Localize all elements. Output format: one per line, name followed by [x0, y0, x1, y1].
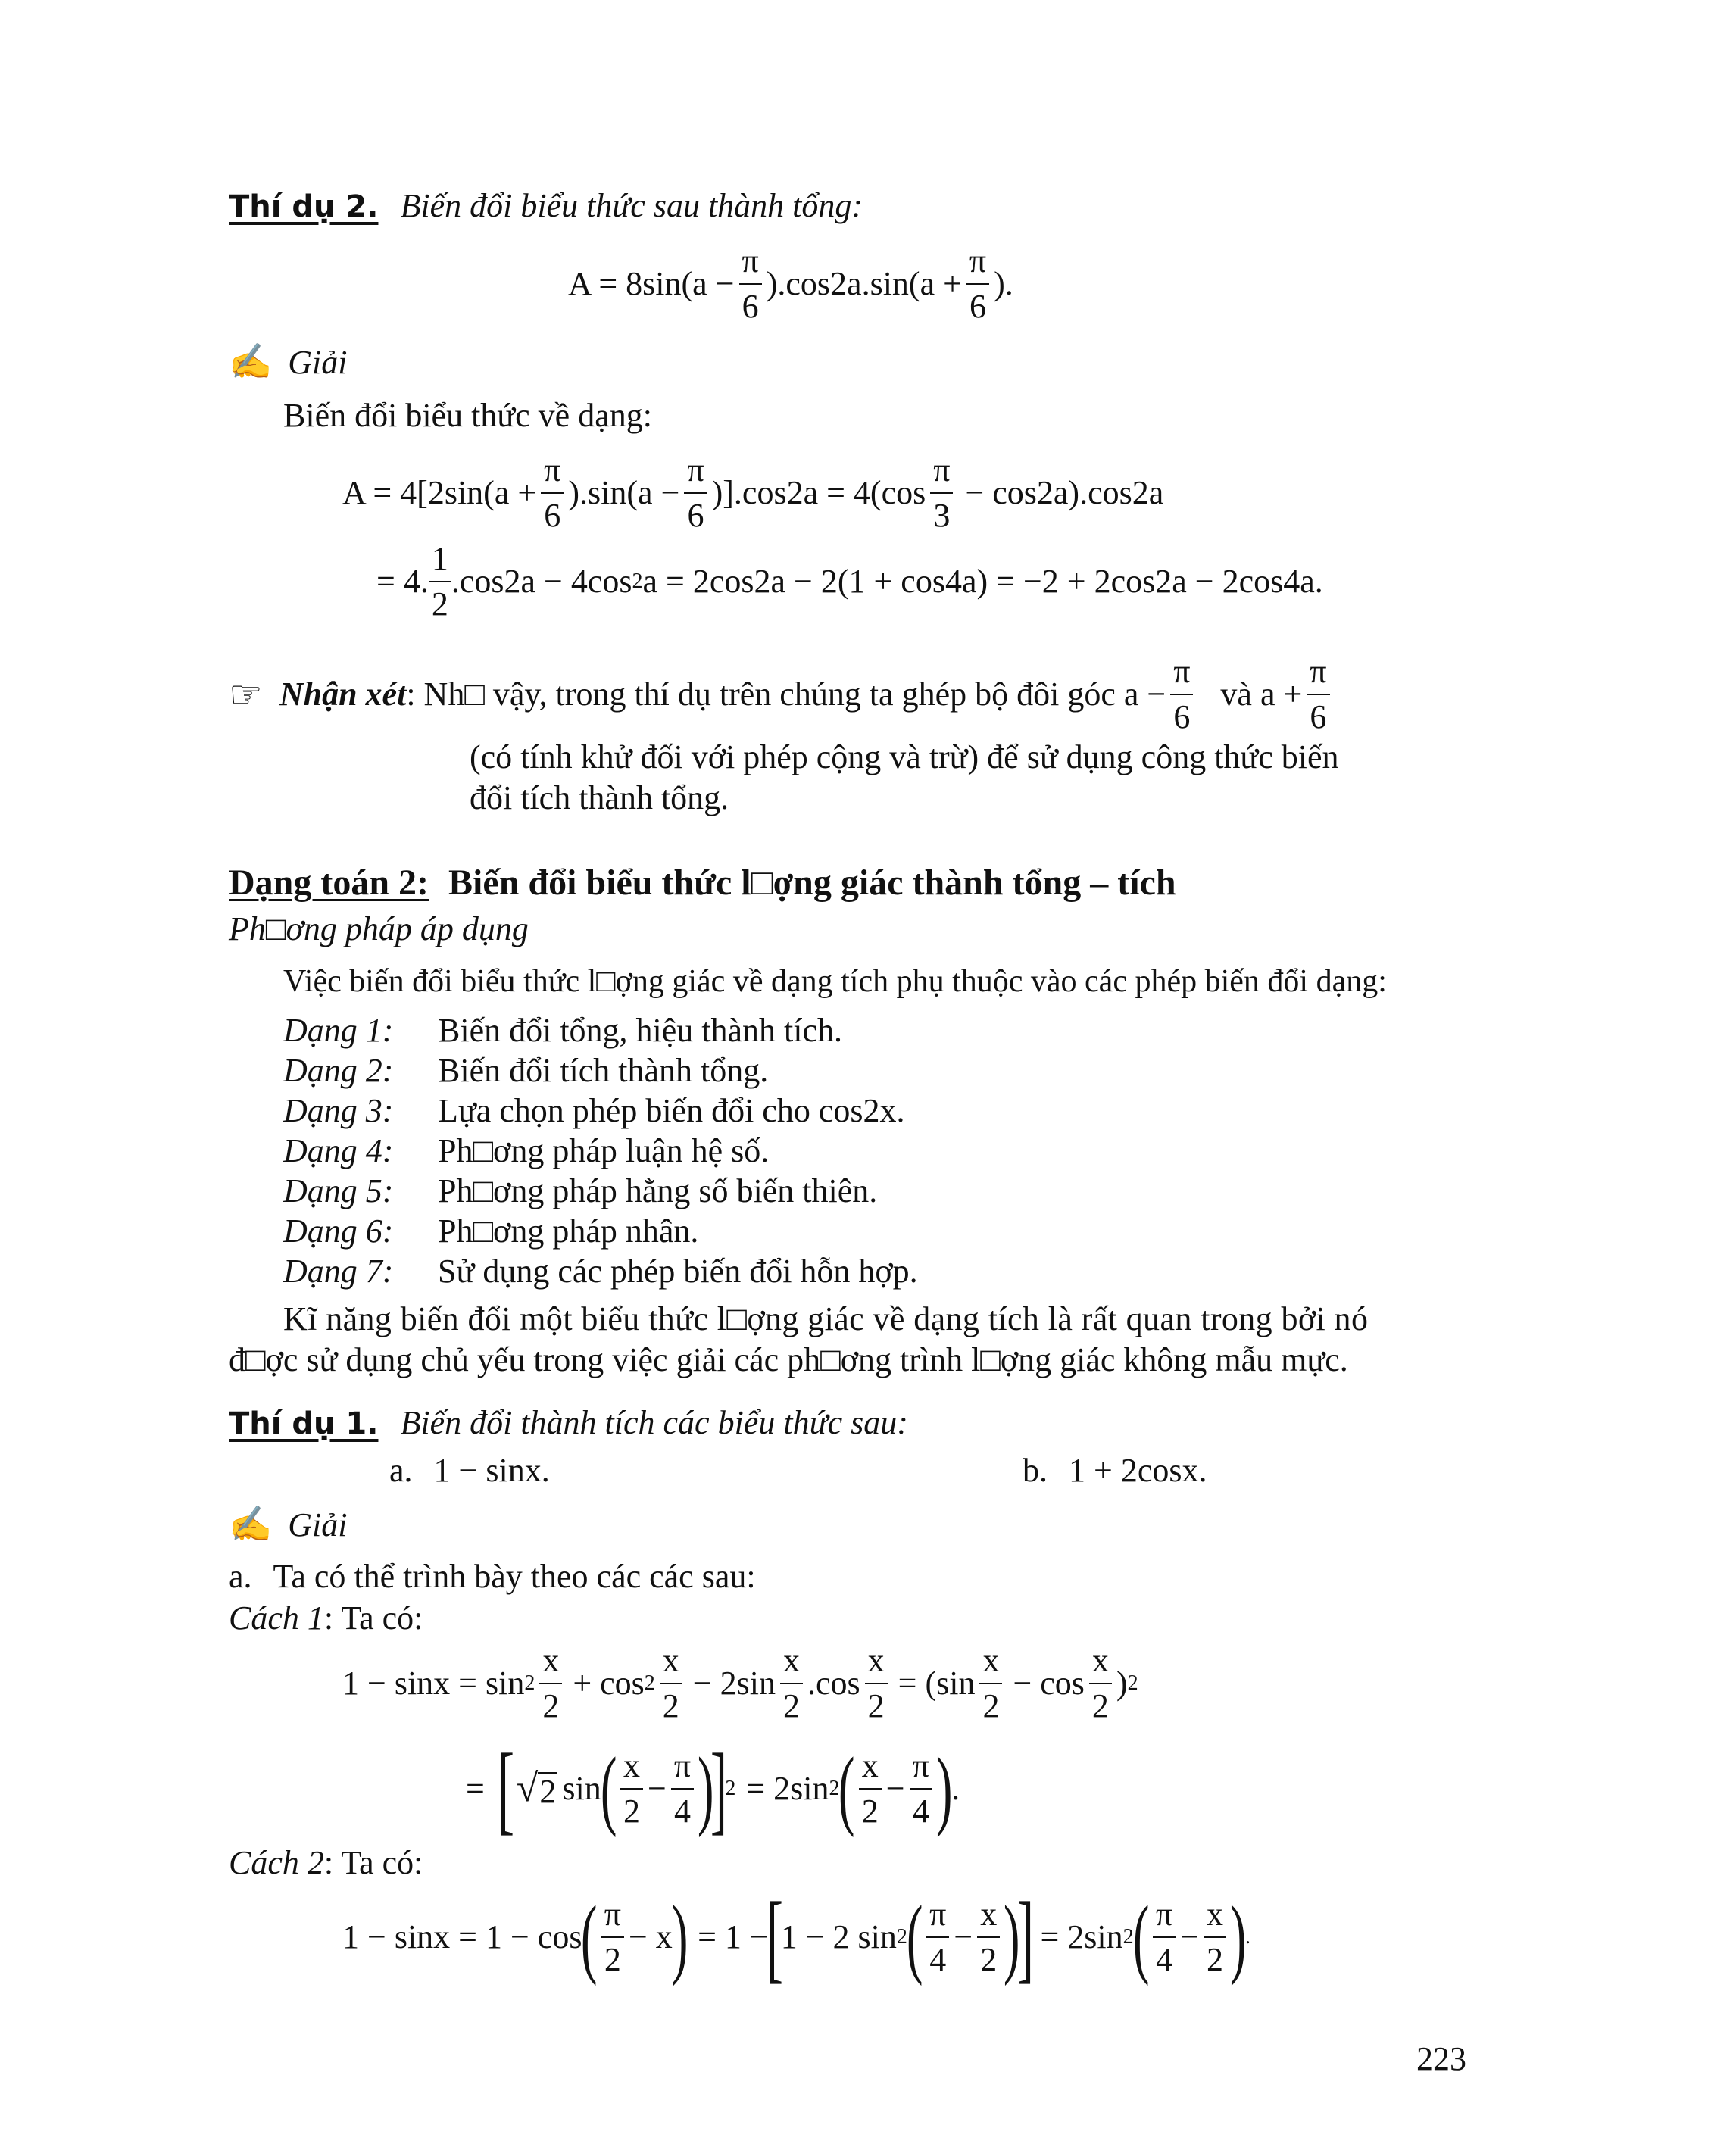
fraction: $\frac{x}{2}$	[539, 1643, 562, 1724]
fraction: $\frac{\pi}{3}$	[930, 453, 953, 533]
solution-label: Giải	[288, 344, 348, 381]
fraction: $\frac{1}{2}$	[429, 541, 451, 622]
cach1: Cách 1: Ta có:	[229, 1599, 423, 1637]
solution2-a-intro: a. Ta có thể trình bày theo các các sau:	[229, 1558, 756, 1595]
sqrt: √ 2	[516, 1767, 557, 1810]
remark-text: : Nh□ vậy, trong thí dụ trên chúng ta ghép bộ đôi góc a −	[406, 676, 1166, 713]
fraction: $\frac{x}{2}$	[1204, 1897, 1226, 1977]
section-intro: Việc biến đổi biểu thức l□ợng giác về dạng tích phụ thuộc vào các phép biến đổi dạng:	[283, 964, 1387, 999]
fraction: $\frac{\pi}{4}$	[910, 1749, 932, 1829]
formula-text: A = 8sin(a −	[568, 265, 735, 303]
pencil-hand-icon: ✍	[229, 1505, 273, 1543]
fraction: $\frac{\pi}{2}$	[601, 1897, 624, 1977]
list-item: Dạng 4: Ph□ơng pháp luận hệ số.	[283, 1132, 770, 1169]
solution-label: Giải	[288, 1506, 348, 1543]
cach2: Cách 2: Ta có:	[229, 1844, 423, 1881]
remark-line2: (có tính khử đối với phép cộng và trừ) để sử dụng công thức biến	[470, 738, 1339, 775]
fraction: $\frac{x}{2}$	[1089, 1643, 1112, 1724]
page-number: 223	[1416, 2040, 1466, 2077]
fraction: $\frac{\pi}{6}$	[1170, 654, 1193, 735]
pointing-hand-icon: ☞	[229, 673, 263, 716]
fraction-pi-6: $\frac{\pi}{6}$	[739, 244, 762, 324]
remark-label: Nhận xét	[279, 676, 407, 713]
list-item: Dạng 3: Lựa chọn phép biến đổi cho cos2x.	[283, 1092, 905, 1129]
list-item: Dạng 1: Biến đổi tổng, hiệu thành tích.	[283, 1012, 843, 1049]
solution-heading	[229, 342, 348, 381]
fraction: $\frac{\pi}{4}$	[671, 1749, 694, 1829]
example2-label: Thí dụ 2.	[229, 189, 379, 224]
example2-task: Biến đổi biểu thức sau thành tổng:	[400, 187, 863, 224]
remark-line3: đổi tích thành tổng.	[470, 779, 729, 816]
section-heading	[229, 865, 1176, 901]
solution1-line1: A = 4[2sin(a + $\frac{\pi}{6}$ ).sin(a − $\frac{\pi}{6}$ )].cos2a = 4(cos $\frac{\pi}{3}$ − cos2a).cos2a	[342, 451, 1164, 535]
fraction: $\frac{\pi}{6}$	[684, 453, 707, 533]
fraction: $\frac{x}{2}$	[865, 1643, 888, 1724]
example1-label: Thí dụ 1.	[229, 1406, 379, 1441]
fraction: $\frac{\pi}{4}$	[926, 1897, 949, 1977]
fraction: $\frac{\pi}{4}$	[1153, 1897, 1176, 1977]
formula-text: ).	[994, 265, 1013, 303]
section-para2: đ□ợc sử dụng chủ yếu trong việc giải các ph□ơng trình l□ợng giác không mẫu mực.	[229, 1341, 1348, 1378]
fraction-pi-6: $\frac{\pi}{6}$	[966, 244, 989, 324]
remark: ☞ Nhận xét : Nh□ vậy, trong thí dụ trên chúng ta ghép bộ đôi góc a − $\frac{\pi}{6}$ và a + $\frac{\pi}{6}$	[229, 654, 1335, 735]
example1-task: Biến đổi thành tích các biểu thức sau:	[400, 1404, 908, 1441]
dang-list	[283, 1010, 918, 1291]
equation-2: = [ √ 2 sin ( $\frac{x}{2}$ − $\frac{\pi}{4}$ ) ] 2 = 2sin 2 ( $\frac{x}{2}$ − $\frac{\pi}{4}$ ) .	[466, 1733, 960, 1844]
fraction: $\frac{\pi}{6}$	[541, 453, 564, 533]
section-title: Biến đổi biểu thức l□ợng giác thành tổng – tích	[448, 863, 1176, 903]
example1-part-b: b. 1 + 2cosx.	[1023, 1452, 1207, 1489]
fraction: $\frac{x}{2}$	[977, 1897, 1000, 1977]
list-item: Dạng 6: Ph□ơng pháp nhân.	[283, 1212, 699, 1250]
pencil-hand-icon: ✍	[229, 342, 273, 381]
fraction: $\frac{x}{2}$	[979, 1643, 1002, 1724]
list-item: Dạng 7: Sử dụng các phép biến đổi hỗn hợp.	[283, 1253, 918, 1290]
solution1-line2: = 4. $\frac{1}{2}$ .cos2a − 4cos 2 a = 2cos2a − 2(1 + cos4a) = −2 + 2cos2a − 2cos4a.	[376, 540, 1323, 623]
equation-1: 1 − sinx = sin 2 $\frac{x}{2}$ + cos 2 $\frac{x}{2}$ − 2sin $\frac{x}{2}$ .cos $\frac{x}{2}$ = (sin $\frac{x}{2}$ − cos $\frac{x}{2}$ ) 2	[342, 1642, 1138, 1725]
example1-heading	[229, 1406, 908, 1440]
list-item: Dạng 2: Biến đổi tích thành tổng.	[283, 1052, 769, 1089]
fraction: $\frac{x}{2}$	[620, 1749, 643, 1829]
section-label: Dạng toán 2:	[229, 863, 429, 903]
solution1-intro: Biến đổi biểu thức về dạng:	[283, 397, 652, 434]
fraction: $\frac{x}{2}$	[660, 1643, 682, 1724]
solution2-heading	[229, 1507, 348, 1542]
fraction: $\frac{x}{2}$	[859, 1749, 882, 1829]
formula-text: ).cos2a.sin(a +	[766, 265, 962, 303]
section-para1: Kĩ năng biến đổi một biểu thức l□ợng giác về dạng tích là rất quan trong bởi nó	[283, 1300, 1369, 1337]
fraction: $\frac{\pi}{6}$	[1307, 654, 1329, 735]
fraction: $\frac{x}{2}$	[780, 1643, 803, 1724]
method-title: Ph□ơng pháp áp dụng	[229, 910, 529, 947]
example2-heading	[229, 189, 863, 223]
equation-3: 1 − sinx = 1 − cos ( $\frac{\pi}{2}$ − x ) = 1 − [ 1 − 2 sin 2 ( $\frac{\pi}{4}$ − $\frac{x}{2}$ ) ] = 2sin 2 ( $\frac{\pi}{4}$ − $\frac{x}{2}$ ) .	[342, 1881, 1250, 1993]
list-item: Dạng 5: Ph□ơng pháp hằng số biến thiên.	[283, 1172, 878, 1209]
example1-part-a: a. 1 − sinx.	[389, 1452, 550, 1489]
example2-formula	[568, 244, 1013, 324]
